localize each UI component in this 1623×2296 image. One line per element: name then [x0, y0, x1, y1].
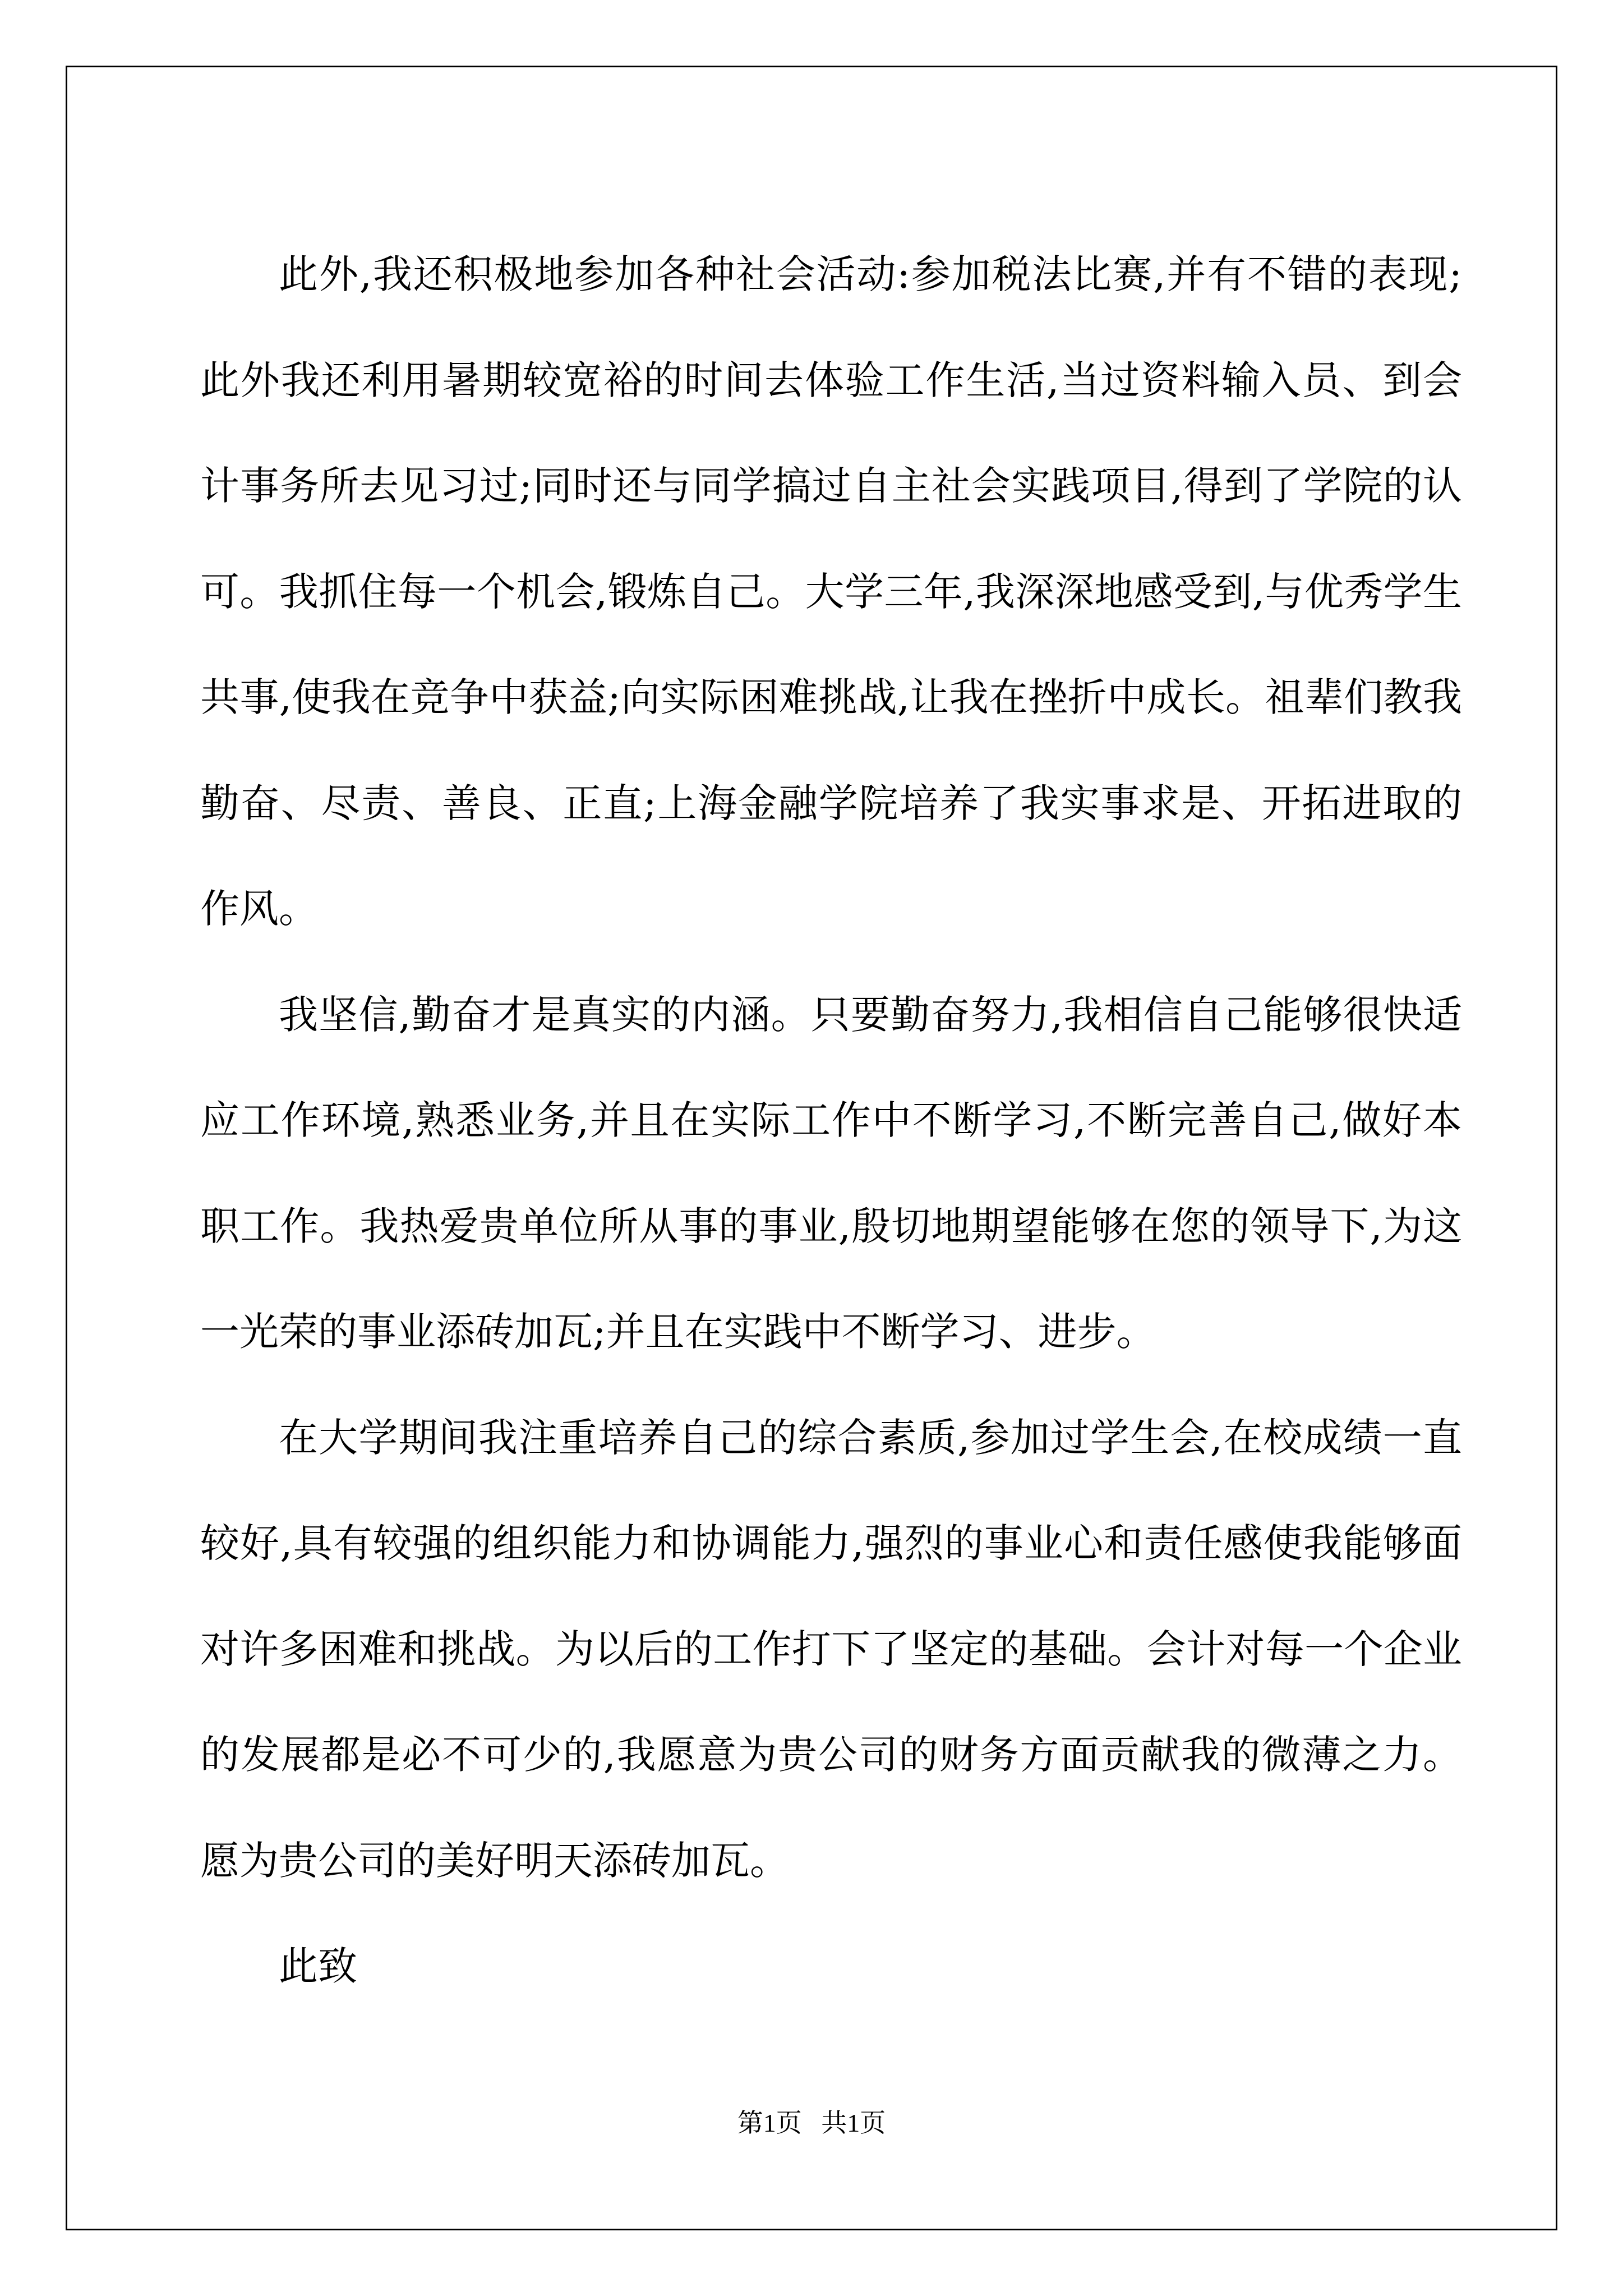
paragraph-closing: 此致: [279, 1943, 357, 1989]
paragraph-university: 在大学期间我注重培养自己的综合素质,参加过学生会,在校成绩一直较好,具有较强的组织能力和协调能力,强烈的事业心和责任感使我能够面对许多困难和挑战。为以后的工作打下了坚定的基础。会计对每一个企业的发展都是必不可少的,我愿意为贵公司的财务方面贡献我的微薄之力。愿为贵公司的美好明天添砖加瓦。: [200, 1414, 1462, 1884]
paragraph-diligence: 我坚信,勤奋才是真实的内涵。只要勤奋努力,我相信自己能够很快适应工作环境,熟悉业务,并且在实际工作中不断学习,不断完善自己,做好本职工作。我热爱贵单位所从事的事业,殷切地期望能够在您的领导下,为这一光荣的事业添砖加瓦;并且在实践中不断学习、进步。: [200, 991, 1463, 1355]
paragraph-activities: 此外,我还积极地参加各种社会活动:参加税法比赛,并有不错的表现;此外我还利用暑期较宽裕的时间去体验工作生活,当过资料输入员、到会计事务所去见习过;同时还与同学搞过自主社会实践项目,得到了学院的认可。我抓住每一个机会,锻炼自己。大学三年,我深深地感受到,与优秀学生共事,使我在竞争中获益;向实际困难挑战,让我在挫折中成长。祖辈们教我勤奋、尽责、善良、正直;上海金融学院培养了我实事求是、开拓进取的作风。: [200, 251, 1462, 932]
document-body: [200, 222, 1462, 2019]
page-number-footer: 第1页 共1页: [737, 2109, 886, 2137]
